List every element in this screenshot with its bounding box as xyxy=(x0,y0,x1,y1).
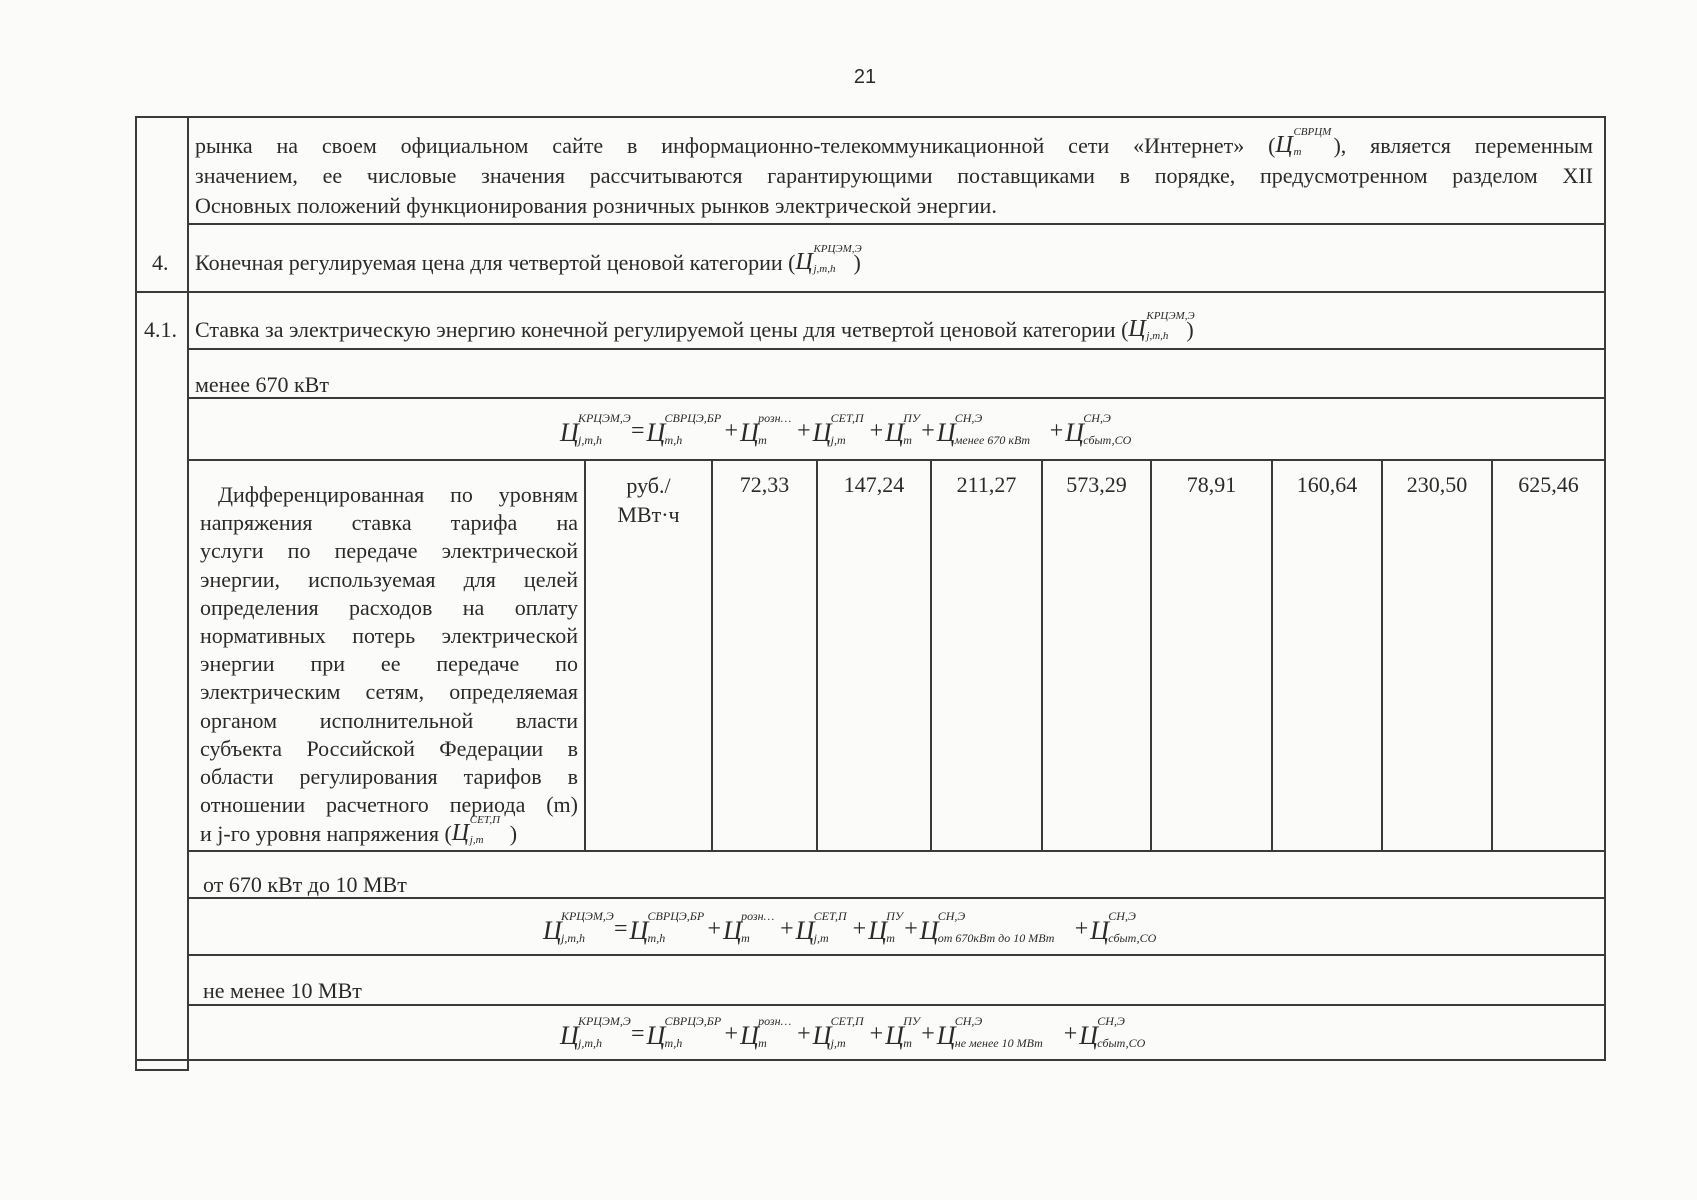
formula-term: Ц СН,Э сбыт,СО xyxy=(1079,1014,1146,1051)
section-4-number: 4. xyxy=(152,250,169,275)
formula-term: Ц СВРЦЭ,БР m,h xyxy=(629,909,705,946)
tariff-value-cell: 573,29 xyxy=(1066,472,1127,497)
formula-term: Ц розн… m xyxy=(740,411,792,448)
formula-term: Ц ПУ m xyxy=(868,909,903,946)
section-4-title: Конечная регулируемая цена для четвертой ценовой категории ( Ц КРЦЭМ,Э j,m,h ) xyxy=(195,243,862,275)
formula-operator: = xyxy=(614,915,628,942)
formula-operator: + xyxy=(921,1020,935,1047)
formula-operator: = xyxy=(631,417,645,444)
section-41-title: Ставка за электрическую энергию конечной регулируемой цены для четвертой ценовой категории ( Ц КРЦЭМ,Э j,m,h ) xyxy=(195,310,1195,342)
tariff-value-cell: 72,33 xyxy=(739,472,790,497)
formula-term: Ц СЕТ,П j,m xyxy=(812,1014,864,1051)
price-symbol: Ц СЕТ,П j,m xyxy=(451,814,501,846)
formula-operator: + xyxy=(797,1020,811,1047)
formula-term: Ц СН,Э от 670кВт до 10 МВт xyxy=(919,909,1055,946)
price-symbol: Ц КРЦЭМ,Э j,m,h xyxy=(1128,310,1195,342)
formula-term: Ц СЕТ,П j,m xyxy=(812,411,864,448)
formula-term: Ц розн… m xyxy=(723,909,775,946)
formula-term: Ц СН,Э не менее 10 МВт xyxy=(936,1014,1043,1051)
formula-operator: + xyxy=(852,915,867,942)
tariff-desc-line: услуги по передаче электрической xyxy=(200,538,578,564)
formula-operator: + xyxy=(1074,915,1089,942)
band-2-label: от 670 кВт до 10 МВт xyxy=(203,872,407,897)
price-symbol: Ц КРЦЭМ,Э j,m,h xyxy=(795,243,862,275)
tariff-value-cell: 211,27 xyxy=(956,472,1017,497)
band-2-formula xyxy=(543,909,1159,946)
section-41-number: 4.1. xyxy=(144,317,177,342)
tariff-desc-line: органом исполнительной власти xyxy=(200,707,578,733)
formula-operator: + xyxy=(869,417,884,444)
formula-term: Ц СВРЦЭ,БР m,h xyxy=(646,411,722,448)
band-1-formula xyxy=(560,411,1134,448)
formula-term: Ц розн… m xyxy=(740,1014,792,1051)
tariff-desc-line: отношении расчетного периода (m) xyxy=(200,792,578,818)
formula-operator: + xyxy=(780,915,794,942)
tariff-value-cell: 78,91 xyxy=(1186,472,1237,497)
intro-line-2: значением, ее числовые значения рассчитываются гарантирующими поставщиками в порядке, предусмотренном разделом XII xyxy=(195,163,1593,188)
formula-term: Ц КРЦЭМ,Э j,m,h xyxy=(560,411,631,448)
tariff-desc-line: электрическим сетям, определяемая xyxy=(200,679,578,705)
unit-line-2: МВт·ч xyxy=(617,502,680,527)
formula-term: Ц СЕТ,П j,m xyxy=(795,909,847,946)
tariff-desc-line: области регулирования тарифов в xyxy=(200,764,578,789)
page-number: 21 xyxy=(853,66,877,88)
formula-operator: + xyxy=(724,1020,739,1047)
formula-operator: + xyxy=(707,915,722,942)
band-3-label: не менее 10 МВт xyxy=(203,978,362,1003)
band-3-formula xyxy=(560,1014,1148,1051)
tariff-desc-line: определения расходов на оплату xyxy=(200,594,578,620)
formula-term: Ц СН,Э менее 670 кВт xyxy=(936,411,1031,448)
unit-line-1: руб./ xyxy=(626,473,671,498)
tariff-desc-line: напряжения ставка тарифа на xyxy=(200,510,578,536)
tariff-value-cell: 625,46 xyxy=(1518,472,1579,497)
formula-term: Ц ПУ m xyxy=(885,411,920,448)
tariff-value-cell: 160,64 xyxy=(1296,472,1358,497)
formula-term: Ц СН,Э сбыт,СО xyxy=(1090,909,1157,946)
tariff-desc-line: нормативных потерь электрической xyxy=(200,623,578,648)
formula-operator: + xyxy=(921,417,935,444)
tariff-desc-line: энергии, используемая для целей xyxy=(200,566,578,592)
tariff-desc-line: Дифференцированная по уровням xyxy=(218,482,578,507)
formula-term: Ц ПУ m xyxy=(885,1014,920,1051)
price-symbol: Ц СВРЦМ m xyxy=(1275,126,1332,158)
formula-operator: = xyxy=(631,1020,645,1047)
formula-operator: + xyxy=(797,417,811,444)
intro-line-1: рынка на своем официальном сайте в информационно-телекоммуникационной сети «Интернет» ( Ц СВРЦМ m ), является переменным xyxy=(195,126,1593,158)
band-1-label: менее 670 кВт xyxy=(195,372,329,397)
tariff-desc-line: энергии при ее передаче по xyxy=(200,651,578,677)
formula-term: Ц СН,Э сбыт,СО xyxy=(1065,411,1132,448)
formula-operator: + xyxy=(1049,417,1064,444)
formula-term: Ц КРЦЭМ,Э j,m,h xyxy=(543,909,614,946)
tariff-desc-line: субъекта Российской Федерации в xyxy=(200,735,578,761)
intro-line-3: Основных положений функционирования розничных рынков электрической энергии. xyxy=(195,193,997,218)
tariff-desc-last: и j-го уровня напряжения ( Ц СЕТ,П j,m ) xyxy=(200,814,518,846)
tariff-value-cell: 230,50 xyxy=(1406,472,1468,497)
formula-operator: + xyxy=(1063,1020,1078,1047)
formula-operator: + xyxy=(869,1020,884,1047)
formula-operator: + xyxy=(904,915,918,942)
formula-term: Ц КРЦЭМ,Э j,m,h xyxy=(560,1014,631,1051)
tariff-value-cell: 147,24 xyxy=(843,472,905,497)
formula-term: Ц СВРЦЭ,БР m,h xyxy=(646,1014,722,1051)
formula-operator: + xyxy=(724,417,739,444)
